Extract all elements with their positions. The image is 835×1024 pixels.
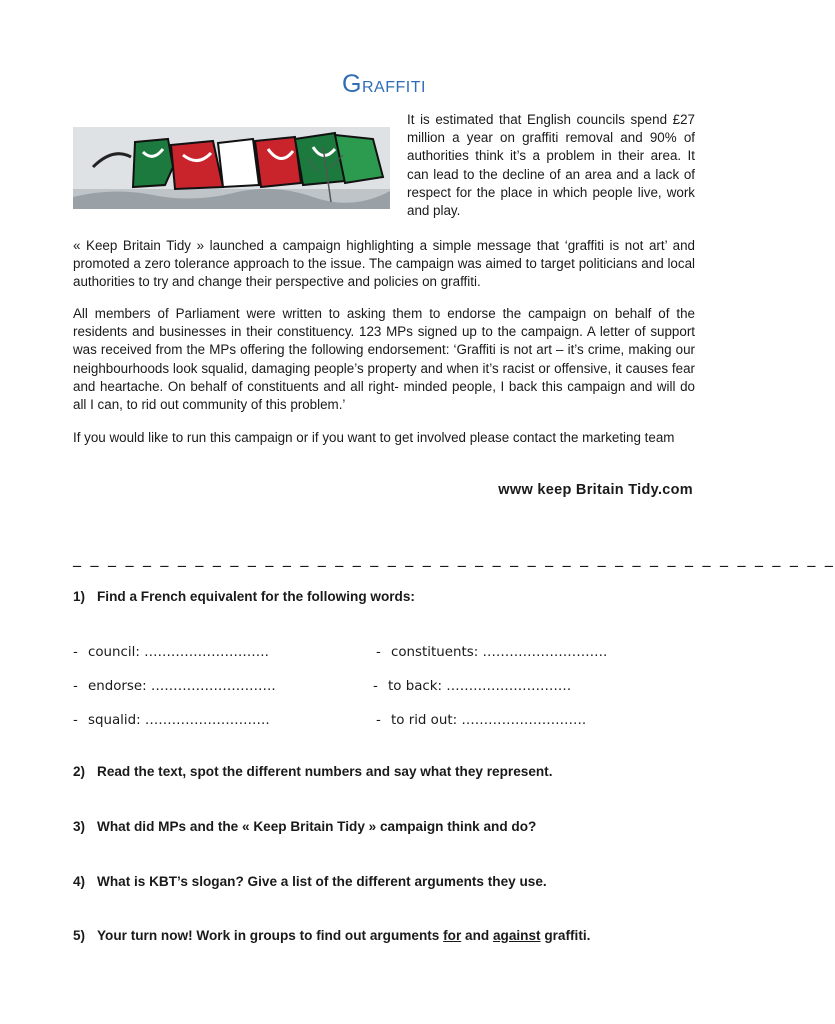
separator-line: _ _ _ _ _ _ _ _ _ _ _ _ _ _ _ _ _ _ _ _ _ _ _ _ _ _ _ _ _ _ _ _ _ _ _ _ _ _ _ _ _ _ _ _ xyxy=(73,548,835,567)
question-number: 4) xyxy=(73,874,86,889)
question-number: 5) xyxy=(73,928,86,943)
parliament-paragraph: All members of Parliament were written to asking them to endorse the campaign on behalf of the residents and businesses in their constituency. 123 MPs signed up to the campaign. A letter of support was received from the MPs offering the following endorsement: ‘Graffiti is not art – it’s crime, making our neighbourhoods look squalid, damaging people’s property and when it’s racist or offensive, it causes fear and heartache. On behalf of constituents and all right- minded people, I back this campaign and will do all I can, to rid out community of this problem.’ xyxy=(73,306,695,413)
vocab-word: to back xyxy=(388,679,438,694)
question-text: graffiti. xyxy=(540,928,591,943)
bullet-dash: - xyxy=(376,645,381,660)
question-text: Find a French equivalent for the following words: xyxy=(97,589,415,604)
bullet-dash: - xyxy=(73,679,78,694)
vocab-item-endorse xyxy=(73,679,276,694)
question-2 xyxy=(73,764,553,779)
answer-blank[interactable]: : ………………………. xyxy=(142,679,276,694)
title-rest: raffiti xyxy=(362,71,426,97)
campaign-paragraph: « Keep Britain Tidy » launched a campaign highlighting a simple message that ‘graffiti is not art’ and promoted a zero tolerance approach to the issue. The campaign was aimed to target politicians and local authorities to try and change their perspective and policies on graffiti. xyxy=(73,238,695,290)
vocab-item-squalid xyxy=(73,713,270,728)
bullet-dash: - xyxy=(73,645,78,660)
question-number: 3) xyxy=(73,819,86,834)
answer-blank[interactable]: : ………………………. xyxy=(135,645,269,660)
bullet-dash: - xyxy=(373,679,378,694)
question-text: Read the text, spot the different numbers and say what they represent. xyxy=(97,764,553,779)
question-number: 2) xyxy=(73,764,86,779)
question-5 xyxy=(73,928,590,943)
vocab-word: to rid out xyxy=(391,713,453,728)
underlined-word-against: against xyxy=(492,928,541,943)
bullet-dash: - xyxy=(73,713,78,728)
vocab-word: constituents xyxy=(391,645,474,660)
answer-blank[interactable]: : ………………………. xyxy=(452,713,587,728)
question-3 xyxy=(73,819,536,834)
vocab-item-council xyxy=(73,645,269,660)
vocab-item-constituents xyxy=(376,645,607,660)
vocab-item-to-back xyxy=(373,679,571,694)
bullet-dash: - xyxy=(376,713,381,728)
answer-blank[interactable]: : ………………………. xyxy=(437,679,572,694)
question-text: What is KBT’s slogan? Give a list of the different arguments they use. xyxy=(97,874,547,889)
vocab-word: council xyxy=(88,645,136,660)
vocab-word: endorse xyxy=(88,679,143,694)
vocab-word: squalid xyxy=(88,713,137,728)
question-text: Your turn now! Work in groups to find out arguments xyxy=(97,928,444,943)
question-text: What did MPs and the « Keep Britain Tidy » campaign think and do? xyxy=(97,819,537,834)
answer-blank[interactable]: : ………………………. xyxy=(136,713,270,728)
question-1 xyxy=(73,589,415,604)
page-title xyxy=(0,70,768,99)
vocab-item-to-rid-out xyxy=(376,713,586,728)
question-number: 1) xyxy=(73,589,86,604)
underlined-word-for: for xyxy=(443,928,462,943)
website-link[interactable]: www keep Britain Tidy.com xyxy=(498,482,693,498)
title-initial: G xyxy=(342,70,362,98)
question-text: and xyxy=(461,928,493,943)
contact-paragraph: If you would like to run this campaign or if you want to get involved please contact the marketing team xyxy=(73,430,675,445)
graffiti-photo xyxy=(73,127,390,209)
question-4 xyxy=(73,874,547,889)
answer-blank[interactable]: : ………………………. xyxy=(473,645,608,660)
intro-paragraph: It is estimated that English councils spend £27 million a year on graffiti removal and 90% of authorities think it’s a problem in their area. It can lead to the decline of an area and a lack of respect for the place in which people live, work and play. xyxy=(407,112,695,219)
